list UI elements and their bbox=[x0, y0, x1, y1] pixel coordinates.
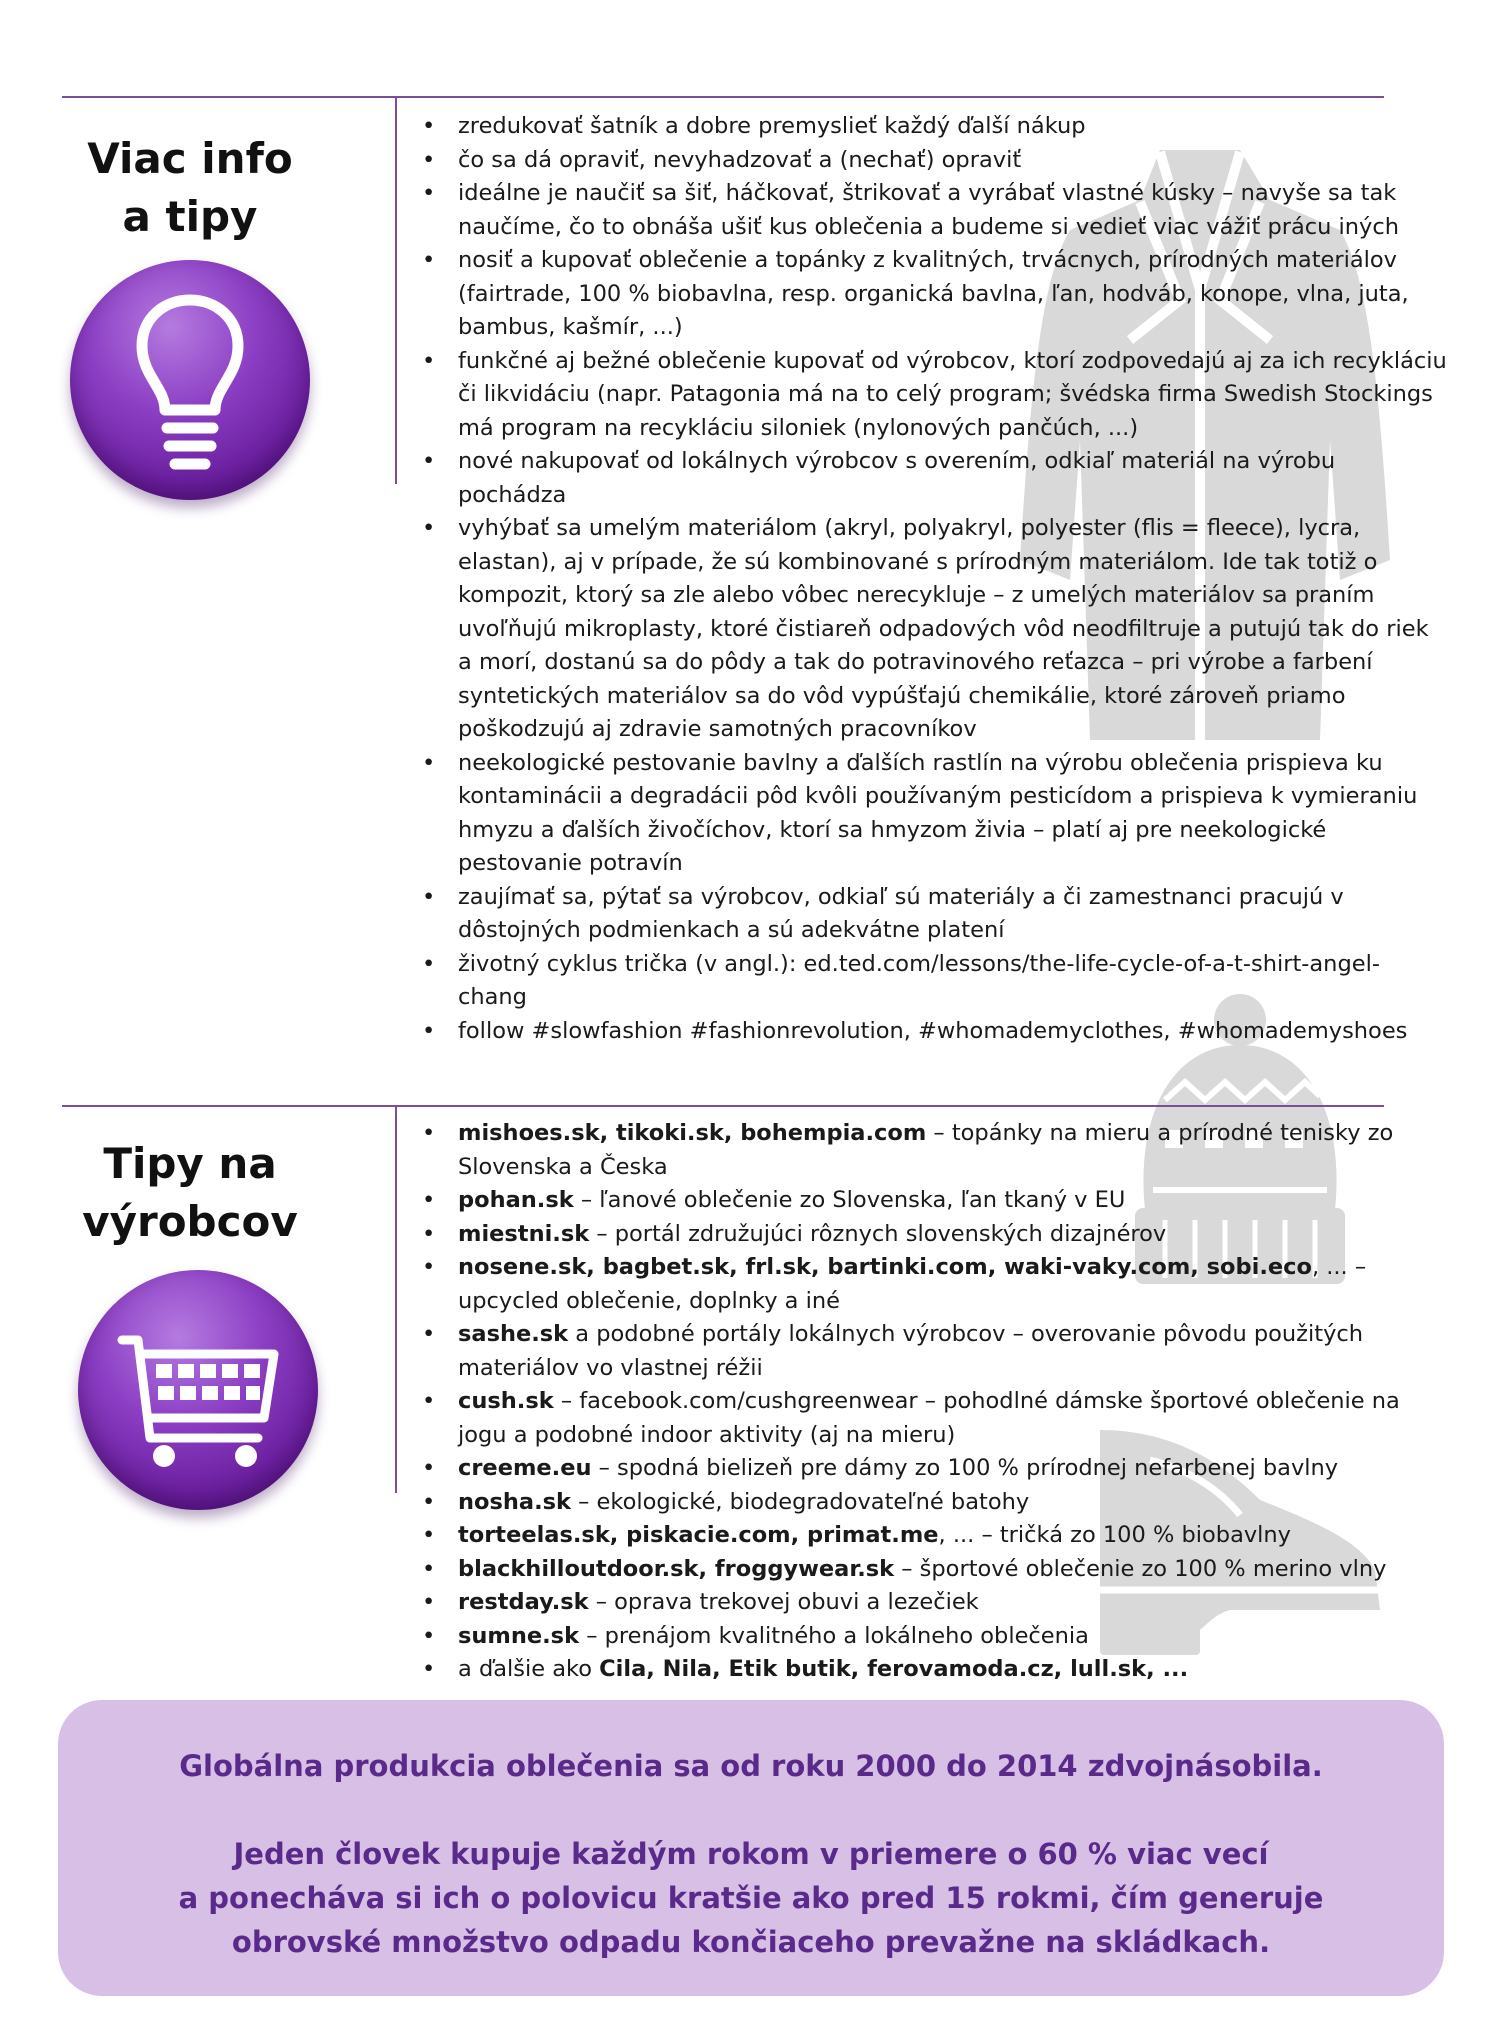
producer-names: restday.sk bbox=[458, 1589, 589, 1615]
tip-item: • funkčné aj bežné oblečenie kupovať od výrobcov, ktorí zodpovedajú aj za ich recykláciu či likvidáciu (napr. Patagonia má na to celý program; švédska firma Swedish Stockings má program na recykláciu siloniek (nylonových pančúch, ...) bbox=[418, 345, 1448, 446]
shopping-cart-icon bbox=[78, 1270, 318, 1510]
producer-item bbox=[418, 1620, 1448, 1654]
tip-item: • zaujímať sa, pýtať sa výrobcov, odkiaľ sú materiály a či zamestnanci pracujú v dôstojných podmienkach a sú adekvátne platení bbox=[418, 881, 1448, 948]
tip-item: • nové nakupovať od lokálnych výrobcov s overením, odkiaľ materiál na výrobu pochádza bbox=[418, 445, 1448, 512]
producer-description: – prenájom kvalitného a lokálneho oblečenia bbox=[579, 1622, 1089, 1649]
callout-line4: obrovské množstvo odpadu končiaceho prevažne na skládkach. bbox=[231, 1925, 1271, 1959]
tip-item: • ideálne je naučiť sa šiť, háčkovať, štrikovať a vyrábať vlastné kúsky – navyše sa tak naučíme, čo to obnáša ušiť kus oblečenia a budeme si vedieť viac vážiť prácu iných bbox=[418, 177, 1448, 244]
producer-item bbox=[418, 1385, 1448, 1452]
producer-description: a podobné portály lokálnych výrobcov – overovanie pôvodu použitých materiálov vo vlastnej réžii bbox=[458, 1321, 1364, 1381]
section-divider-top bbox=[62, 96, 1384, 98]
producer-names: nosha.sk bbox=[458, 1488, 571, 1515]
producers-heading bbox=[62, 1135, 318, 1251]
producer-item bbox=[418, 1184, 1448, 1218]
producer-item bbox=[418, 1586, 1448, 1620]
producer-description: , ... – tričká zo 100 % biobavlny bbox=[938, 1522, 1291, 1548]
producer-description: , ... – upcycled oblečenie, doplnky a iné bbox=[458, 1254, 1367, 1314]
producer-description: – facebook.com/cushgreenwear – pohodlné dámske športové oblečenie na jogu a podobné indoor aktivity (aj na mieru) bbox=[458, 1388, 1400, 1448]
producer-names: cush.sk bbox=[458, 1388, 554, 1414]
tip-item: • follow #slowfashion #fashionrevolution, #whomademyclothes, #whomademyshoes bbox=[418, 1015, 1448, 1049]
producer-item bbox=[418, 1519, 1448, 1553]
producer-item bbox=[418, 1218, 1448, 1252]
callout-line2: Jeden človek kupuje každým rokom v priemere o 60 % viac vecí bbox=[233, 1837, 1269, 1871]
info-heading-line1: Viac info bbox=[87, 134, 293, 183]
producer-names: nosene.sk, bagbet.sk, frl.sk, bartinki.com, waki-vaky.com, sobi.eco bbox=[458, 1254, 1312, 1280]
producer-names: Cila, Nila, Etik butik, ferovamoda.cz, lull.sk, ... bbox=[599, 1656, 1189, 1682]
statistics-callout bbox=[58, 1700, 1444, 1996]
producer-names: sashe.sk bbox=[458, 1321, 569, 1347]
info-heading bbox=[62, 130, 318, 246]
tip-item: • nosiť a kupovať oblečenie a topánky z kvalitných, trvácnych, prírodných materiálov (fairtrade, 100 % biobavlna, resp. organická bavlna, ľan, hodváb, konope, vlna, juta, bambus, kašmír, ...) bbox=[418, 244, 1448, 345]
producer-names: blackhilloutdoor.sk, froggywear.sk bbox=[458, 1555, 895, 1582]
producer-item bbox=[418, 1553, 1448, 1587]
callout-line1: Globálna produkcia oblečenia sa od roku 2000 do 2014 zdvojnásobila. bbox=[179, 1749, 1323, 1783]
producer-description: – topánky na mieru a prírodné tenisky zo Slovenska a Česka bbox=[458, 1120, 1394, 1180]
tip-item: • čo sa dá opraviť, nevyhadzovať a (nechať) opraviť bbox=[418, 144, 1448, 178]
producers-list bbox=[418, 1117, 1448, 1687]
producer-item bbox=[418, 1117, 1448, 1184]
producer-names: pohan.sk bbox=[458, 1187, 574, 1213]
column-divider-info bbox=[395, 96, 397, 484]
tip-item: • životný cyklus trička (v angl.): ed.ted.com/lessons/the-life-cycle-of-a-t-shirt-angel-chang bbox=[418, 948, 1448, 1015]
producer-item bbox=[418, 1318, 1448, 1385]
tip-item: • vyhýbať sa umelým materiálom (akryl, polyakryl, polyester (flis = fleece), lycra, elastan), aj v prípade, že sú kombinované s prírodným materiálom. Ide tak totiž o kompozit, ktorý sa zle alebo vôbec nerecykluje – z umelých materiálov sa praním uvoľňujú mikroplasty, ktoré čistiareň odpadových vôd neodfiltruje a putujú tak do riek a morí, dostanú sa do pôdy a tak do potravinového reťazca – pri výrobe a farbení syntetických materiálov sa do vôd vypúšťajú chemikálie, ktoré zároveň priamo poškodzujú aj zdravie samotných pracovníkov bbox=[418, 512, 1448, 747]
producer-item bbox=[418, 1452, 1448, 1486]
producer-description: – ľanové oblečenie zo Slovenska, ľan tkaný v EU bbox=[573, 1187, 1126, 1213]
producer-names: miestni.sk bbox=[458, 1220, 590, 1247]
callout-line3: a ponecháva si ich o polovicu kratšie ako pred 15 rokmi, čím generuje bbox=[178, 1881, 1324, 1915]
producer-prefix: a ďalšie ako bbox=[458, 1656, 600, 1682]
producers-heading-line2: výrobcov bbox=[82, 1197, 298, 1246]
producers-heading-line1: Tipy na bbox=[103, 1139, 277, 1188]
producer-item bbox=[418, 1486, 1448, 1520]
tip-item: • neekologické pestovanie bavlny a ďalších rastlín na výrobu oblečenia prispieva ku kontaminácii a degradácii pôd kvôli používaným pesticídom a prispieva k vymieraniu hmyzu a ďalších živočíchov, ktorí sa hmyzom živia – platí aj pre neekologické pestovanie potravín bbox=[418, 747, 1448, 881]
producer-item bbox=[418, 1653, 1448, 1687]
section-divider-middle bbox=[62, 1105, 1384, 1107]
producer-names: mishoes.sk, tikoki.sk, bohempia.com bbox=[458, 1120, 927, 1146]
lightbulb-badge bbox=[70, 260, 310, 500]
producer-description: – ekologické, biodegradovateľné batohy bbox=[570, 1488, 1030, 1515]
tips-list bbox=[418, 110, 1448, 1048]
producer-description: – spodná bielizeň pre dámy zo 100 % prírodnej nefarbenej bavlny bbox=[591, 1455, 1339, 1481]
producer-description: – športové oblečenie zo 100 % merino vlny bbox=[894, 1555, 1387, 1582]
shopping-cart-badge bbox=[78, 1270, 318, 1510]
producer-description: – portál združujúci rôznych slovenských dizajnérov bbox=[589, 1220, 1167, 1247]
producer-names: creeme.eu bbox=[458, 1455, 592, 1481]
tip-item: • zredukovať šatník a dobre premyslieť každý ďalší nákup bbox=[418, 110, 1448, 144]
producer-item bbox=[418, 1251, 1448, 1318]
callout-spacer bbox=[58, 1788, 1444, 1832]
info-heading-line2: a tipy bbox=[122, 192, 258, 241]
lightbulb-icon bbox=[70, 260, 310, 500]
column-divider-producers bbox=[395, 1105, 397, 1493]
producer-names: sumne.sk bbox=[458, 1622, 580, 1649]
producer-description: – oprava trekovej obuvi a lezečiek bbox=[588, 1589, 979, 1615]
producer-names: torteelas.sk, piskacie.com, primat.me bbox=[458, 1522, 939, 1548]
